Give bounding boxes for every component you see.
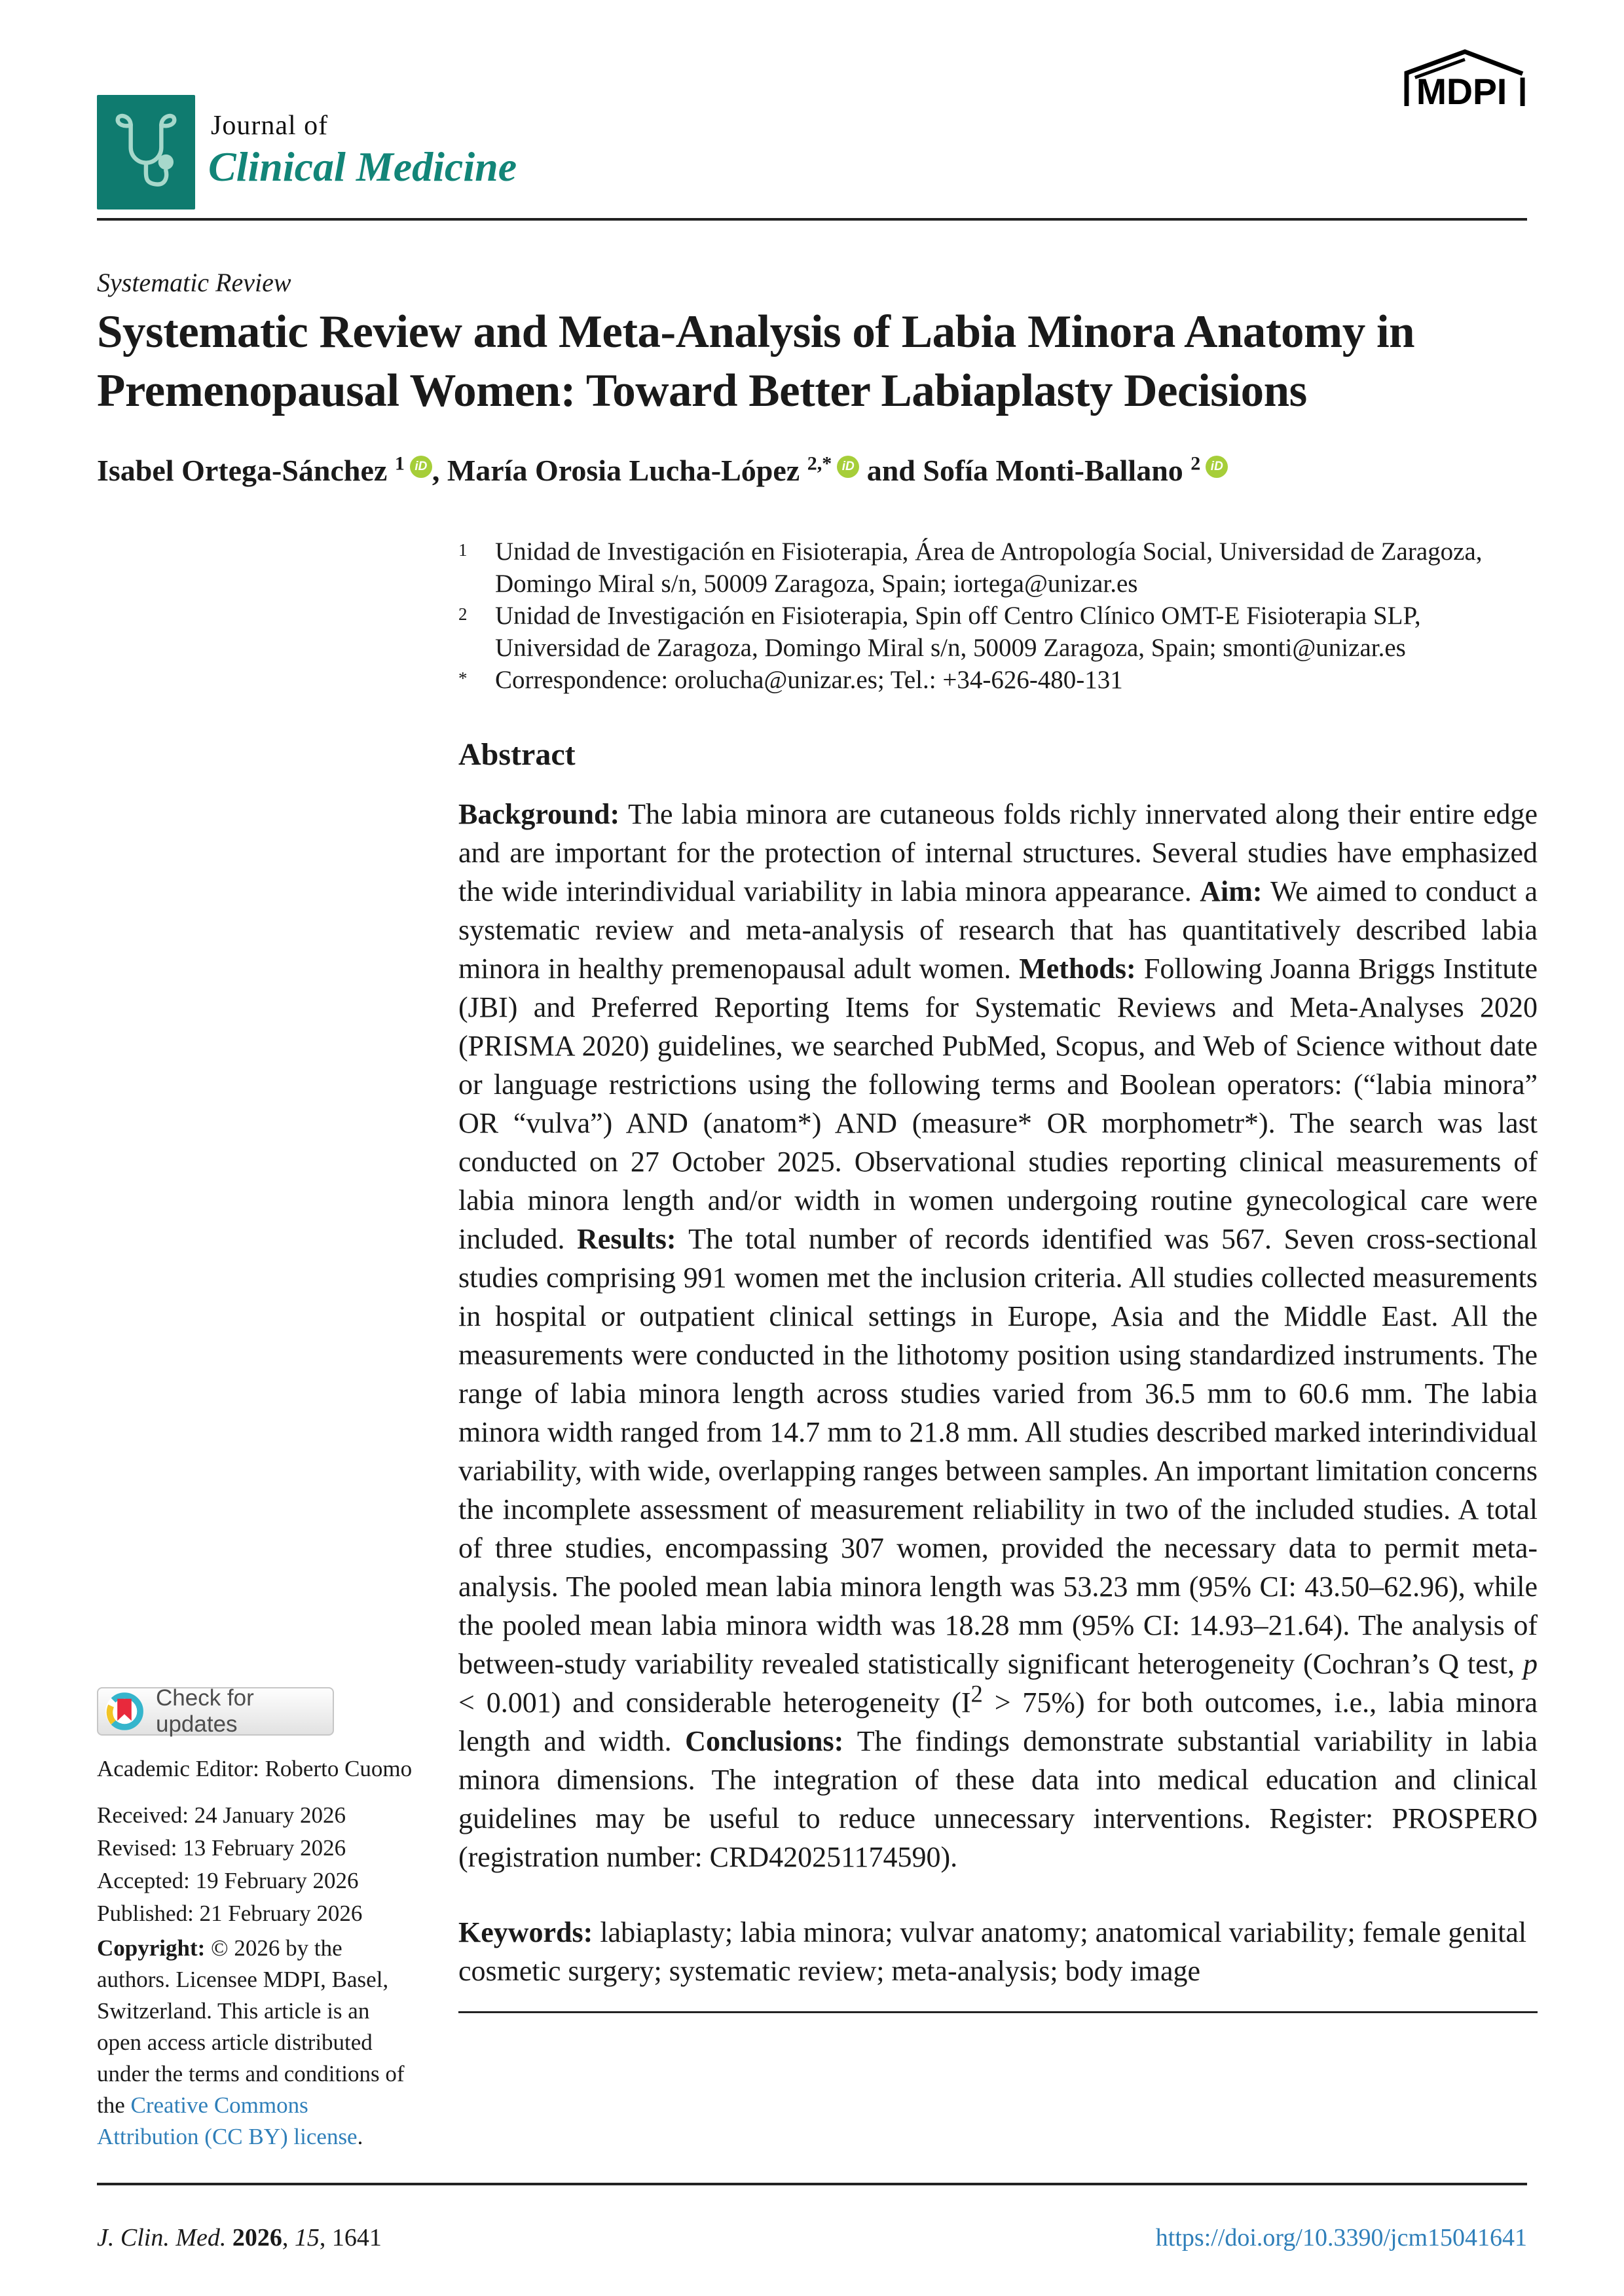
affiliations	[458, 536, 1538, 696]
received-date: Received: 24 January 2026	[97, 1802, 346, 1828]
journal-name-main: Clinical Medicine	[208, 143, 517, 190]
affiliation-row	[458, 600, 1538, 664]
copyright-notice: Copyright: © 2026 by the authors. Licensee MDPI, Basel, Switzerland. This article is an open access article distributed under the terms and conditions of the Creative Commons Attribution (CC BY) license.	[97, 1935, 405, 2149]
academic-editor: Academic Editor: Roberto Cuomo	[97, 1756, 413, 1781]
doi-link[interactable]: https://doi.org/10.3390/jcm15041641	[1155, 2224, 1527, 2251]
affiliation-text: Correspondence: orolucha@unizar.es; Tel.: +34-626-480-131	[495, 666, 1123, 694]
crossmark-icon	[105, 1692, 144, 1731]
revised-date: Revised: 13 February 2026	[97, 1835, 346, 1861]
orcid-icon[interactable]: iD	[1206, 456, 1228, 478]
inline-link[interactable]: Creative Commons Attribution (CC BY) license	[97, 2092, 358, 2149]
check-for-updates-label: Check for updates	[156, 1685, 254, 1737]
author-name: Isabel Ortega-Sánchez	[97, 454, 395, 487]
author-affiliation-marker: 2,*	[807, 452, 832, 475]
author-affiliation-marker: 1	[394, 452, 405, 475]
journal-name-top: Journal of	[211, 111, 329, 141]
affiliation-row	[458, 536, 1538, 600]
stethoscope-icon	[107, 105, 185, 200]
author-name: Sofía Monti-Ballano	[923, 454, 1191, 487]
author-affiliation-marker: 2	[1190, 452, 1201, 475]
orcid-icon[interactable]: iD	[410, 456, 432, 478]
keywords-text: Keywords: labiaplasty; labia minora; vulvar anatomy; anatomical variability; female genital cosmetic surgery; systematic review; meta-analysis; body image	[458, 1916, 1527, 1987]
check-for-updates-button[interactable]	[97, 1687, 334, 1736]
article-type-label: Systematic Review	[97, 268, 291, 297]
history-dates	[97, 1799, 437, 1930]
abstract-text: Background: The labia minora are cutaneous folds richly innervated along their entire edge and are important for the protection of internal structures. Several studies have emphasized the wide interindividual variability in labia minora appearance. Aim: We aimed to conduct a systematic review and meta-analysis of research that has quantitatively described labia minora in healthy premenopausal adult women. Methods: Following Joanna Briggs Institute (JBI) and Preferred Reporting Items for Systematic Reviews and Meta-Analyses 2020 (PRISMA 2020) guidelines, we searched PubMed, Scopus, and Web of Science without date or language restrictions using the following terms and Boolean operators: (“labia minora” OR “vulva”) AND (anatom*) AND (measure* OR morphometr*). The search was last conducted on 27 October 2025. Observational studies reporting clinical measurements of labia minora length and/or width in women undergoing routine gynecological care were included. Results: The total number of records identified was 567. Seven cross-sectional studies comprising 991 women met the inclusion criteria. All studies collected measurements in hospital or outpatient clinical settings in Europe, Asia and the Middle East. All the measurements were conducted in the lithotomy position using standardized instruments. The range of labia minora length across studies varied from 36.5 mm to 60.6 mm. The labia minora width ranged from 14.7 mm to 21.8 mm. All studies described marked interindividual variability, with wide, overlapping ranges between samples. An important limitation concerns the incomplete assessment of measurement reliability in two of the included studies. A total of three studies, encompassing 307 women, provided the necessary data to permit meta-analysis. The pooled mean labia minora length was 53.23 mm (95% CI: 43.50–62.96), while the pooled mean labia minora width was 18.28 mm (95% CI: 14.93–21.64). The analysis of between-study variability revealed statistically significant heterogeneity (Cochran’s Q test, p < 0.001) and considerable heterogeneity $(I^2 > 75\%)$ for both outcomes, i.e., labia minora length and width. Conclusions: The findings demonstrate substantial variability in labia minora dimensions. The integration of these data into medical education and clinical guidelines may be useful to reduce unnecessary interventions. Register: PROSPERO (registration number: CRD420251174590).	[458, 798, 1538, 1873]
affiliation-marker: 2	[458, 604, 468, 624]
orcid-icon[interactable]: iD	[837, 456, 859, 478]
affiliation-row	[458, 664, 1538, 696]
header-divider	[97, 218, 1527, 221]
mdpi-logo	[1401, 47, 1531, 111]
footer-divider	[97, 2183, 1527, 2185]
affiliation-text: Unidad de Investigación en Fisioterapia, Área de Antropología Social, Universidad de Zaragoza, Domingo Miral s/n, 50009 Zaragoza, Spain; iortega@unizar.es	[495, 538, 1483, 598]
abstract-heading: Abstract	[458, 737, 576, 772]
published-date: Published: 21 February 2026	[97, 1901, 363, 1926]
affiliation-text: Unidad de Investigación en Fisioterapia, Spin off Centro Clínico OMT-E Fisioterapia SLP, Universidad de Zaragoza, Domingo Miral s/n, 50009 Zaragoza, Spain; smonti@unizar.es	[495, 602, 1421, 662]
main-column	[458, 536, 1538, 2013]
affiliation-marker: 1	[458, 540, 468, 560]
svg-text:MDPI: MDPI	[1416, 71, 1507, 107]
keywords-divider	[458, 2011, 1538, 2013]
author-line: Isabel Ortega-Sánchez $^1$ iD , María Orosia Lucha-López $^{2,*}$ iD and Sofía Monti-Ballano $^2$ iD	[97, 453, 1538, 488]
author-name: María Orosia Lucha-López	[447, 454, 807, 487]
affiliation-marker: *	[458, 668, 468, 688]
citation-line: J. Clin. Med. 2026, 15, 1641	[97, 2224, 382, 2251]
page-title: Systematic Review and Meta-Analysis of Labia Minora Anatomy in Premenopausal Women: Toward Better Labiaplasty Decisions	[97, 306, 1415, 416]
journal-logo	[97, 95, 195, 210]
accepted-date: Accepted: 19 February 2026	[97, 1868, 359, 1893]
